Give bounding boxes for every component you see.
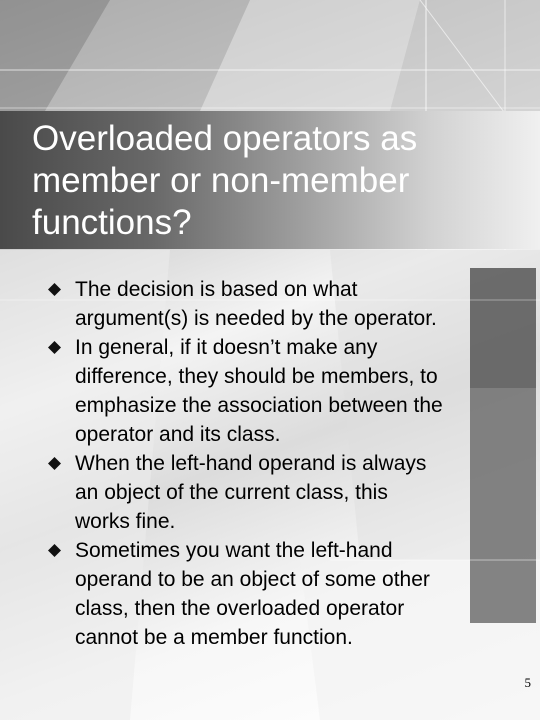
title-line: member or non-member [32, 161, 410, 200]
bullet-text-line: In general, if it doesn’t make any [75, 336, 378, 359]
bullet-list [48, 275, 518, 652]
title-line: functions? [32, 203, 192, 242]
bullet-text-line: difference, they should be members, to [75, 365, 438, 388]
bullet-item [48, 536, 518, 652]
bullet-text-line: class, then the overloaded operator [75, 597, 405, 620]
bullet-item [48, 449, 518, 536]
bullet-text-line: argument(s) is needed by the operator. [75, 307, 437, 330]
diamond-bullet-icon [48, 341, 61, 354]
bullet-item [48, 333, 518, 449]
bullet-text-line: When the left-hand operand is always [75, 452, 427, 475]
bullet-item [48, 275, 518, 333]
bullet-text-line: works fine. [75, 510, 176, 533]
bullet-text-line: operator and its class. [75, 423, 281, 446]
bullet-text-line: operand to be an object of some other [75, 568, 430, 591]
bullet-text-line: emphasize the association between the [75, 394, 443, 417]
page-number: 5 [524, 675, 531, 690]
bullet-text-line: The decision is based on what [75, 278, 358, 301]
slide-title [32, 118, 512, 244]
diamond-bullet-icon [48, 544, 61, 557]
diamond-bullet-icon [48, 283, 61, 296]
bullet-text-line: Sometimes you want the left-hand [75, 539, 393, 562]
bullet-text-line: an object of the current class, this [75, 481, 388, 504]
bullet-text-line: cannot be a member function. [75, 626, 353, 649]
title-line: Overloaded operators as [32, 119, 418, 158]
diamond-bullet-icon [48, 457, 61, 470]
